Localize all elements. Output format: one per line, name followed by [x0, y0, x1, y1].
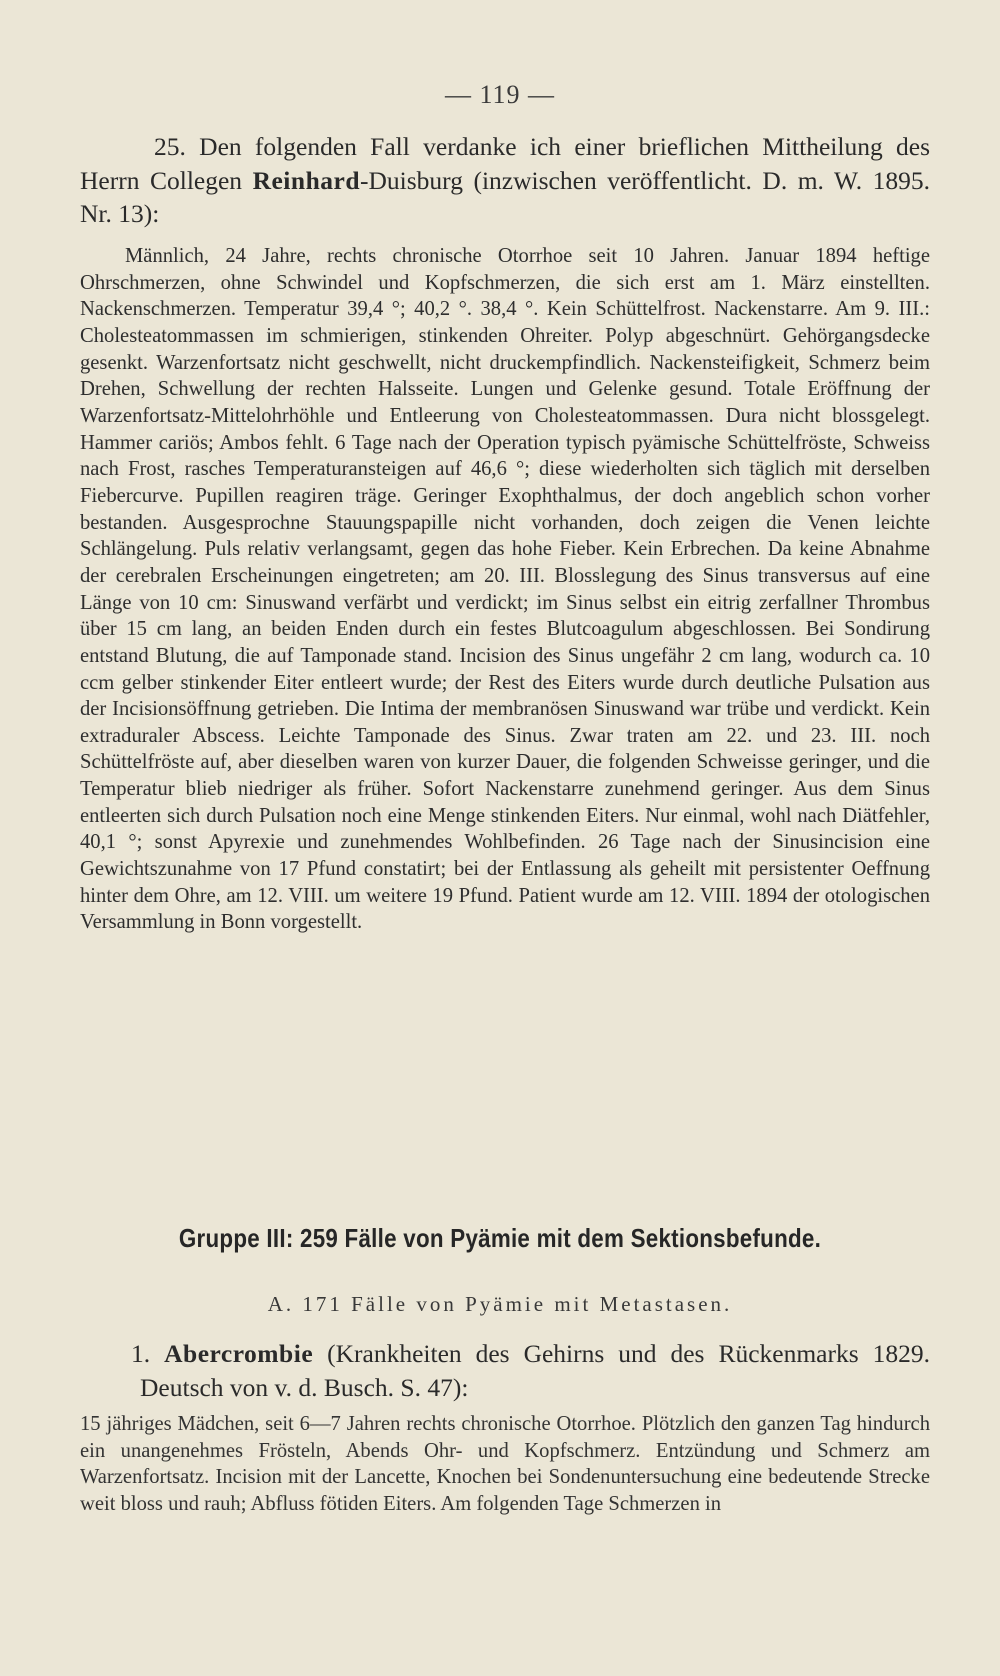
- reference-1-number: 1.: [131, 1339, 165, 1368]
- section-subheading: A. 171 Fälle von Pyämie mit Metastasen.: [267, 1292, 733, 1316]
- reference-1-intro: [131, 1337, 931, 1404]
- case-25-intro: [80, 130, 930, 231]
- case-25-intro-text: 25. Den folgenden Fall verdanke ich einer brieflichen Mittheilung des Herrn Collegen: [80, 132, 930, 195]
- reference-1-source: (Krankheiten des Gehirns und des Rückenmarks 1829. Deutsch von v. d. Busch. S. 47):: [140, 1339, 931, 1402]
- author-name-reinhard: Reinhard: [252, 165, 361, 195]
- case-25-source: -Duisburg (inzwischen veröffentlicht. D. m. W. 1895. Nr. 13):: [80, 165, 930, 228]
- group-heading: Gruppe III: 259 Fälle von Pyämie mit dem Sektionsbefunde.: [178, 1223, 822, 1253]
- case-25-body: Männlich, 24 Jahre, rechts chronische Otorrhoe seit 10 Jahren. Januar 1894 heftige Ohrschmerzen, ohne Schwindel und Kopfschmerzen, die sich erst am 1. März einstellten. Nackenschmerzen. Temperatur 39,4 °; 40,2 °. 38,4 °. Kein Schüttelfrost. Nackenstarre. Am 9. III.: Cholesteatommassen im schmierigen, stinkenden Ohreiter. Polyp abgeschnürt. Gehörgangsdecke gesenkt. Warzenfortsatz nicht geschwellt, nicht druckempfindlich. Nackensteifigkeit, Schmerz beim Drehen, Schwellung der rechten Halsseite. Lungen und Gelenke gesund. Totale Eröffnung der Warzenfortsatz-Mittelohrhöhle und Entleerung von Cholesteatommassen. Dura nicht blossgelegt. Hammer cariös; Ambos fehlt. 6 Tage nach der Operation typisch pyämische Schüttelfröste, Schweiss nach Frost, rasches Temperaturansteigen auf 46,6 °; diese wiederholten sich täglich mit derselben Fiebercurve. Pupillen reagiren träge. Geringer Exophthalmus, der doch angeblich schon vorher bestanden. Ausgesprochne Stauungspapille nicht vorhanden, doch zeigen die Venen leichte Schlängelung. Puls relativ verlangsamt, gegen das hohe Fieber. Kein Erbrechen. Da keine Abnahme der cerebralen Erscheinungen eingetreten; am 20. III. Blosslegung des Sinus transversus auf eine Länge von 10 cm: Sinuswand verfärbt und verdickt; im Sinus selbst ein eitrig zerfallner Thrombus über 15 cm lang, an beiden Enden durch ein festes Blutcoagulum abgeschlossen. Bei Sondirung entstand Blutung, die auf Tamponade stand. Incision des Sinus ungefähr 2 cm lang, wodurch ca. 10 ccm gelber stinkender Eiter entleert wurde; der Rest des Eiters wurde durch deutliche Pulsation aus der Incisionsöffnung getrieben. Die Intima der membranösen Sinuswand war trübe und verdickt. Kein extraduraler Abscess. Leichte Tamponade des Sinus. Zwar traten am 22. und 23. III. noch Schüttelfröste auf, aber dieselben waren von kurzer Dauer, die folgenden Schweisse geringer, und die Temperatur blieb niedriger als früher. Sofort Nackenstarre zunehmend geringer. Aus dem Sinus entleerten sich durch Pulsation noch eine Menge stinkenden Eiters. Nur einmal, wohl nach Diätfehler, 40,1 °; sonst Apyrexie und zunehmendes Wohlbefinden. 26 Tage nach der Sinusincision eine Gewichtszunahme von 17 Pfund constatirt; bei der Entlassung als geheilt mit persistenter Oeffnung hinter dem Ohre, am 12. VIII. um weitere 19 Pfund. Patient wurde am 12. VIII. 1894 der otologischen Versammlung in Bonn vorgestellt.: [80, 245, 930, 934]
- author-name-abercrombie: Abercrombie: [164, 1339, 314, 1368]
- page-number: — 119 —: [444, 80, 556, 109]
- reference-1-body: 15 jähriges Mädchen, seit 6—7 Jahren rechts chronische Otorrhoe. Plötzlich den ganzen Tag hindurch ein unangenehmes Frösteln, Abends Ohr- und Kopfschmerz. Entzündung und Schmerz am Warzenfortsatz. Incision mit der Lancette, Knochen bei Sondenuntersuchung eine bedeutende Strecke weit bloss und rauh; Abfluss fötiden Eiters. Am folgenden Tage Schmerzen in: [80, 1413, 930, 1515]
